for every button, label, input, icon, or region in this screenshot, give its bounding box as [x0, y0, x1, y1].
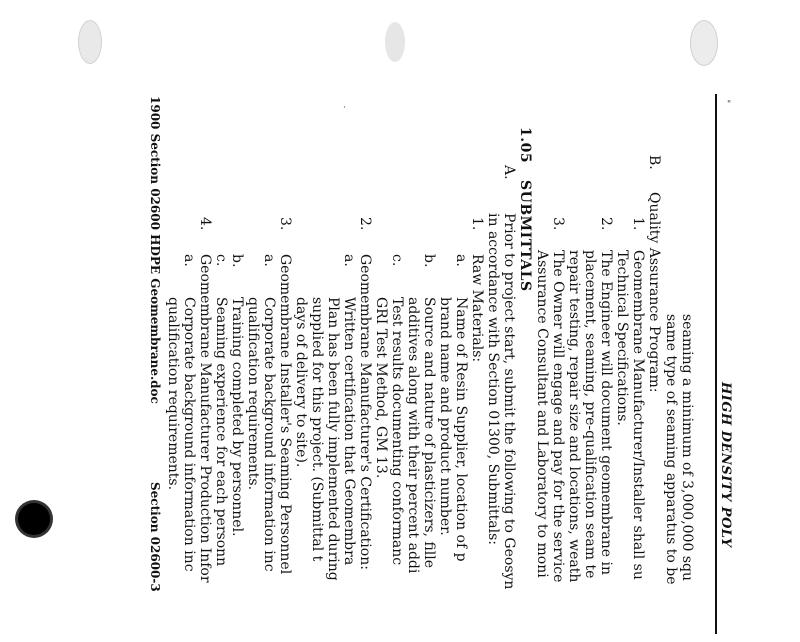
text-line: Source and nature of plasticizers, fille — [421, 297, 437, 568]
section-title: SUBMITTALS — [517, 180, 533, 292]
list-letter: b. — [421, 254, 437, 268]
text-line: Corporate background information inc — [181, 297, 197, 572]
list-letter: b. — [229, 254, 245, 268]
text-line: Training completed by personnel. — [229, 297, 245, 537]
binder-hole — [690, 20, 718, 66]
text-line: Corporate background information inc — [261, 297, 277, 572]
binder-hole — [385, 22, 405, 62]
list-letter: A. — [501, 165, 517, 180]
text-line: additives along with their percent addi — [405, 297, 421, 574]
list-number: 1. — [630, 217, 646, 231]
header-rule — [715, 94, 717, 634]
text-line: Technical Specifications. — [614, 250, 630, 426]
text-line: GRI Test Method, GM 13. — [373, 297, 389, 479]
binder-hole — [78, 20, 102, 64]
document-page — [125, 82, 733, 627]
text-line: supplied for this project. (Submittal t — [309, 297, 325, 562]
text-line: in accordance with Section 01300, Submittals: — [485, 213, 501, 546]
text-line: qualification requirements. — [165, 297, 181, 491]
text-line: The Engineer will document geomembrane in — [598, 250, 614, 576]
list-number: 3. — [277, 217, 293, 231]
list-number: 1. — [469, 217, 485, 231]
section-number: 1.05 — [517, 127, 533, 164]
page-header: HIGH DENSITY POLY — [718, 382, 733, 548]
text-line: qualification requirements. — [245, 297, 261, 491]
text-line: seaming a minimum of 3,000,000 squ — [679, 314, 695, 581]
section-heading: Quality Assurance Program: — [646, 192, 662, 393]
footer-page-number: Section 02600-3 — [148, 482, 162, 592]
subsection-heading: Geomembrane Manufacturer's Certification: — [357, 254, 373, 570]
subsection-heading: Geomembrane Installer's Seaming Personnel — [277, 254, 293, 575]
margin-mark: " — [727, 100, 732, 110]
footer-filename: 1900 Section 02600 HDPE Geomembrane.doc — [148, 96, 162, 404]
text-line: Plan has been fully implemented during — [325, 297, 341, 581]
list-number: 2. — [598, 217, 614, 231]
text-line: Prior to project start, submit the following to Geosyn — [501, 213, 517, 590]
margin-mark: · — [343, 103, 346, 113]
text-line: placement, seaming, pre-qualification seam te — [582, 250, 598, 579]
text-line: Test results documenting conformanc — [389, 297, 405, 566]
list-number: 4. — [197, 217, 213, 231]
list-letter: c. — [213, 254, 229, 267]
list-letter: a. — [453, 254, 469, 267]
text-line: Geomembrane Manufacturer/Installer shall su — [630, 250, 646, 580]
list-letter: a. — [341, 254, 357, 267]
list-letter: a. — [181, 254, 197, 267]
text-line: repair testing, repair size and locations, weath — [566, 250, 582, 583]
text-line: The Owner will engage and pay for the service — [550, 250, 566, 583]
subsection-heading: Geomembrane Manufacturer Production Infor — [197, 254, 213, 583]
list-letter: a. — [261, 254, 277, 267]
list-letter: c. — [389, 254, 405, 267]
text-line: days of delivery to site). — [293, 297, 309, 468]
text-line: brand name and product number. — [437, 297, 453, 536]
list-letter: B. — [646, 155, 662, 170]
text-line: Name of Resin Supplier, location of p — [453, 297, 469, 562]
subsection-heading: Raw Materials: — [469, 254, 485, 363]
text-line: Assurance Consultant and Laboratory to moni — [534, 250, 550, 578]
text-line: Written certification that Geomembra — [341, 297, 357, 566]
list-number: 2. — [357, 217, 373, 231]
text-line: same type of seaming apparatus to be — [663, 314, 679, 585]
scan-dot-icon — [18, 503, 50, 535]
list-number: 3. — [550, 217, 566, 231]
text-line: Seaming experience for each personn — [213, 297, 229, 567]
